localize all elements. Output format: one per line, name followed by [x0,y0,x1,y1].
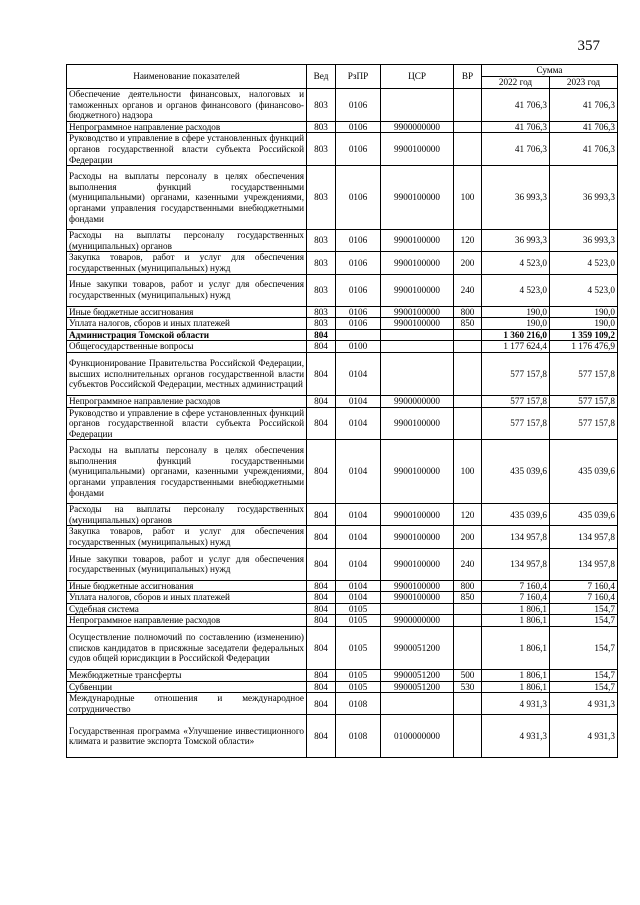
row-csr-cell: 9900100000 [381,318,454,330]
row-ved-cell: 804 [307,341,336,353]
row-vr-cell [454,329,482,341]
row-sum-2022-cell: 36 993,3 [482,230,550,252]
row-sum-2023-cell: 435 039,6 [550,504,618,526]
row-name-cell: Межбюджетные трансферты [67,670,307,682]
table-row [67,341,618,353]
table-row [67,440,618,504]
row-csr-cell [381,693,454,715]
row-ved-cell: 804 [307,592,336,604]
row-ved-cell: 804 [307,693,336,715]
row-vr-cell: 100 [454,166,482,230]
row-ved-cell: 804 [307,627,336,670]
row-sum-2023-cell: 4 931,3 [550,715,618,758]
row-rzpr-cell: 0104 [336,548,381,580]
row-ved-cell: 804 [307,407,336,440]
table-row [67,395,618,407]
row-sum-2023-cell: 7 160,4 [550,580,618,592]
row-rzpr-cell: 0104 [336,580,381,592]
table-row [67,615,618,627]
row-name-cell: Иные закупки товаров, работ и услуг для обеспечения государственных (муниципальных) нужд [67,548,307,580]
row-sum-2023-cell: 154,7 [550,681,618,693]
row-sum-2023-cell: 154,7 [550,603,618,615]
row-name-cell: Государственная программа «Улучшение инвестиционного климата и развитие экспорта Томской области» [67,715,307,758]
row-sum-2023-cell: 41 706,3 [550,89,618,122]
row-rzpr-cell: 0104 [336,440,381,504]
row-csr-cell [381,329,454,341]
row-sum-2023-cell: 36 993,3 [550,230,618,252]
table-row [67,166,618,230]
row-rzpr-cell: 0104 [336,395,381,407]
row-vr-cell [454,133,482,166]
row-rzpr-cell: 0104 [336,504,381,526]
row-sum-2022-cell: 1 806,1 [482,681,550,693]
row-name-cell: Администрация Томской области [67,329,307,341]
row-vr-cell: 530 [454,681,482,693]
row-name-cell: Расходы на выплаты персоналу государственных (муниципальных) органов [67,504,307,526]
row-rzpr-cell: 0106 [336,89,381,122]
row-sum-2023-cell: 4 931,3 [550,693,618,715]
row-sum-2022-cell: 7 160,4 [482,580,550,592]
row-ved-cell: 803 [307,133,336,166]
row-vr-cell [454,341,482,353]
row-rzpr-cell: 0104 [336,407,381,440]
row-ved-cell: 803 [307,89,336,122]
row-name-cell: Закупка товаров, работ и услуг для обеспечения государственных (муниципальных) нужд [67,252,307,274]
table-row [67,592,618,604]
row-sum-2023-cell: 7 160,4 [550,592,618,604]
row-ved-cell: 803 [307,121,336,133]
row-vr-cell: 240 [454,274,482,306]
row-vr-cell [454,395,482,407]
header-name: Наименование показателей [67,65,307,89]
row-vr-cell [454,627,482,670]
table-header [67,65,618,89]
row-name-cell: Расходы на выплаты персоналу в целях обеспечения выполнения функций государственными (муниципальными) органами, казенными учреждениями, органами управления государственными внебюджетными фондами [67,440,307,504]
row-vr-cell [454,693,482,715]
row-rzpr-cell: 0105 [336,681,381,693]
row-csr-cell: 9900100000 [381,504,454,526]
table-row [67,230,618,252]
row-sum-2023-cell: 4 523,0 [550,274,618,306]
row-ved-cell: 804 [307,504,336,526]
header-ved: Вед [307,65,336,89]
row-csr-cell: 9900051200 [381,670,454,682]
row-ved-cell: 803 [307,230,336,252]
table-row [67,670,618,682]
row-rzpr-cell: 0106 [336,166,381,230]
row-sum-2023-cell: 1 359 109,2 [550,329,618,341]
table-row [67,526,618,548]
row-csr-cell: 9900100000 [381,407,454,440]
table-row [67,548,618,580]
row-sum-2023-cell: 1 176 476,9 [550,341,618,353]
table-row [67,603,618,615]
header-year-2023: 2023 год [550,77,618,89]
row-csr-cell: 9900000000 [381,121,454,133]
row-rzpr-cell: 0104 [336,526,381,548]
row-sum-2022-cell: 4 523,0 [482,252,550,274]
row-vr-cell: 200 [454,526,482,548]
row-csr-cell: 9900000000 [381,615,454,627]
row-name-cell: Иные бюджетные ассигнования [67,306,307,318]
row-sum-2022-cell: 190,0 [482,318,550,330]
row-ved-cell: 804 [307,440,336,504]
row-name-cell: Обеспечение деятельности финансовых, налоговых и таможенных органов и органов финансового (финансово-бюджетного) надзора [67,89,307,122]
table-row [67,627,618,670]
row-csr-cell: 9900100000 [381,230,454,252]
row-name-cell: Руководство и управление в сфере установленных функций органов государственной власти субъекта Российской Федерации [67,133,307,166]
row-name-cell: Общегосударственные вопросы [67,341,307,353]
row-vr-cell [454,89,482,122]
row-ved-cell: 804 [307,580,336,592]
row-csr-cell [381,603,454,615]
row-sum-2022-cell: 1 177 624,4 [482,341,550,353]
row-csr-cell [381,352,454,395]
row-sum-2022-cell: 1 806,1 [482,627,550,670]
header-vr: ВР [454,65,482,89]
row-sum-2023-cell: 577 157,8 [550,352,618,395]
row-rzpr-cell: 0106 [336,306,381,318]
row-sum-2023-cell: 41 706,3 [550,133,618,166]
row-name-cell: Непрограммное направление расходов [67,615,307,627]
table-row [67,121,618,133]
row-rzpr-cell: 0106 [336,230,381,252]
table-row [67,580,618,592]
row-name-cell: Расходы на выплаты персоналу в целях обеспечения выполнения функций государственными (муниципальными) органами, казенными учреждениями, органами управления государственными внебюджетными фондами [67,166,307,230]
row-rzpr-cell: 0106 [336,133,381,166]
row-ved-cell: 804 [307,548,336,580]
table-row [67,318,618,330]
row-sum-2022-cell: 577 157,8 [482,407,550,440]
row-rzpr-cell: 0100 [336,341,381,353]
row-ved-cell: 804 [307,715,336,758]
row-sum-2022-cell: 36 993,3 [482,166,550,230]
row-ved-cell: 804 [307,615,336,627]
header-year-2022: 2022 год [482,77,550,89]
row-rzpr-cell: 0108 [336,715,381,758]
budget-table [66,64,618,758]
row-name-cell: Уплата налогов, сборов и иных платежей [67,592,307,604]
row-ved-cell: 804 [307,352,336,395]
row-rzpr-cell: 0105 [336,670,381,682]
row-sum-2023-cell: 154,7 [550,670,618,682]
row-vr-cell [454,352,482,395]
row-ved-cell: 804 [307,670,336,682]
row-vr-cell: 800 [454,580,482,592]
row-vr-cell: 100 [454,440,482,504]
table-row [67,252,618,274]
row-name-cell: Функционирование Правительства Российской Федерации, высших исполнительных органов государственной власти субъектов Российской Федерации, местных администраций [67,352,307,395]
row-sum-2023-cell: 41 706,3 [550,121,618,133]
row-ved-cell: 803 [307,318,336,330]
row-csr-cell: 9900100000 [381,440,454,504]
row-sum-2023-cell: 134 957,8 [550,548,618,580]
row-vr-cell: 120 [454,230,482,252]
table-row [67,693,618,715]
row-sum-2023-cell: 435 039,6 [550,440,618,504]
row-sum-2022-cell: 435 039,6 [482,440,550,504]
row-csr-cell: 9900100000 [381,306,454,318]
header-rzpr: РзПР [336,65,381,89]
row-vr-cell: 850 [454,592,482,604]
row-sum-2022-cell: 435 039,6 [482,504,550,526]
row-sum-2023-cell: 134 957,8 [550,526,618,548]
row-rzpr-cell: 0105 [336,603,381,615]
row-rzpr-cell: 0106 [336,252,381,274]
row-ved-cell: 803 [307,306,336,318]
row-csr-cell: 9900100000 [381,526,454,548]
row-ved-cell: 804 [307,329,336,341]
row-ved-cell: 804 [307,603,336,615]
row-vr-cell [454,715,482,758]
row-name-cell: Иные бюджетные ассигнования [67,580,307,592]
row-sum-2023-cell: 4 523,0 [550,252,618,274]
row-rzpr-cell: 0105 [336,627,381,670]
row-sum-2023-cell: 190,0 [550,318,618,330]
row-rzpr-cell: 0104 [336,592,381,604]
row-sum-2023-cell: 36 993,3 [550,166,618,230]
row-csr-cell: 9900100000 [381,548,454,580]
page-number: 357 [577,38,600,54]
row-sum-2023-cell: 154,7 [550,615,618,627]
table-row [67,274,618,306]
row-sum-2023-cell: 154,7 [550,627,618,670]
table-row [67,715,618,758]
row-sum-2022-cell: 4 931,3 [482,693,550,715]
row-sum-2022-cell: 134 957,8 [482,526,550,548]
row-name-cell: Руководство и управление в сфере установленных функций органов государственной власти субъекта Российской Федерации [67,407,307,440]
row-name-cell: Расходы на выплаты персоналу государственных (муниципальных) органов [67,230,307,252]
row-name-cell: Судебная система [67,603,307,615]
row-sum-2023-cell: 577 157,8 [550,407,618,440]
row-name-cell: Непрограммное направление расходов [67,121,307,133]
row-vr-cell [454,407,482,440]
row-sum-2022-cell: 577 157,8 [482,352,550,395]
row-ved-cell: 803 [307,252,336,274]
row-ved-cell: 803 [307,274,336,306]
row-sum-2022-cell: 190,0 [482,306,550,318]
row-rzpr-cell: 0106 [336,318,381,330]
table-row [67,306,618,318]
row-csr-cell: 9900100000 [381,133,454,166]
row-name-cell: Осуществление полномочий по составлению (изменению) списков кандидатов в присяжные заседатели федеральных судов общей юрисдикции в Российской Федерации [67,627,307,670]
table-row [67,329,618,341]
row-csr-cell: 9900100000 [381,580,454,592]
header-sum: Сумма [482,65,618,77]
row-vr-cell: 800 [454,306,482,318]
row-csr-cell: 9900100000 [381,592,454,604]
row-rzpr-cell: 0106 [336,121,381,133]
row-sum-2022-cell: 7 160,4 [482,592,550,604]
row-name-cell: Субвенции [67,681,307,693]
row-sum-2022-cell: 1 360 216,0 [482,329,550,341]
row-rzpr-cell: 0106 [336,274,381,306]
row-csr-cell: 0100000000 [381,715,454,758]
row-sum-2022-cell: 1 806,1 [482,615,550,627]
row-sum-2022-cell: 577 157,8 [482,395,550,407]
row-vr-cell [454,121,482,133]
row-name-cell: Иные закупки товаров, работ и услуг для обеспечения государственных (муниципальных) нужд [67,274,307,306]
table-row [67,407,618,440]
table-row [67,352,618,395]
row-csr-cell: 9900051200 [381,681,454,693]
row-name-cell: Уплата налогов, сборов и иных платежей [67,318,307,330]
row-vr-cell: 850 [454,318,482,330]
row-csr-cell: 9900051200 [381,627,454,670]
row-vr-cell: 120 [454,504,482,526]
table-row [67,681,618,693]
table-row [67,89,618,122]
row-vr-cell: 200 [454,252,482,274]
row-sum-2022-cell: 4 931,3 [482,715,550,758]
row-ved-cell: 803 [307,166,336,230]
row-vr-cell [454,603,482,615]
row-name-cell: Непрограммное направление расходов [67,395,307,407]
row-name-cell: Международные отношения и международное сотрудничество [67,693,307,715]
row-csr-cell: 9900100000 [381,252,454,274]
row-sum-2022-cell: 41 706,3 [482,133,550,166]
row-csr-cell: 9900100000 [381,166,454,230]
table-row [67,133,618,166]
row-sum-2022-cell: 1 806,1 [482,670,550,682]
row-ved-cell: 804 [307,526,336,548]
row-rzpr-cell [336,329,381,341]
row-name-cell: Закупка товаров, работ и услуг для обеспечения государственных (муниципальных) нужд [67,526,307,548]
row-sum-2023-cell: 577 157,8 [550,395,618,407]
row-sum-2022-cell: 1 806,1 [482,603,550,615]
header-csr: ЦСР [381,65,454,89]
row-sum-2023-cell: 190,0 [550,306,618,318]
row-ved-cell: 804 [307,395,336,407]
row-sum-2022-cell: 4 523,0 [482,274,550,306]
row-sum-2022-cell: 41 706,3 [482,89,550,122]
row-vr-cell [454,615,482,627]
row-ved-cell: 804 [307,681,336,693]
table-row [67,504,618,526]
row-sum-2022-cell: 134 957,8 [482,548,550,580]
table-body [67,89,618,758]
row-sum-2022-cell: 41 706,3 [482,121,550,133]
row-rzpr-cell: 0105 [336,615,381,627]
row-csr-cell: 9900100000 [381,274,454,306]
row-csr-cell [381,341,454,353]
row-rzpr-cell: 0104 [336,352,381,395]
row-csr-cell: 9900000000 [381,395,454,407]
row-rzpr-cell: 0108 [336,693,381,715]
row-csr-cell [381,89,454,122]
row-vr-cell: 500 [454,670,482,682]
row-vr-cell: 240 [454,548,482,580]
